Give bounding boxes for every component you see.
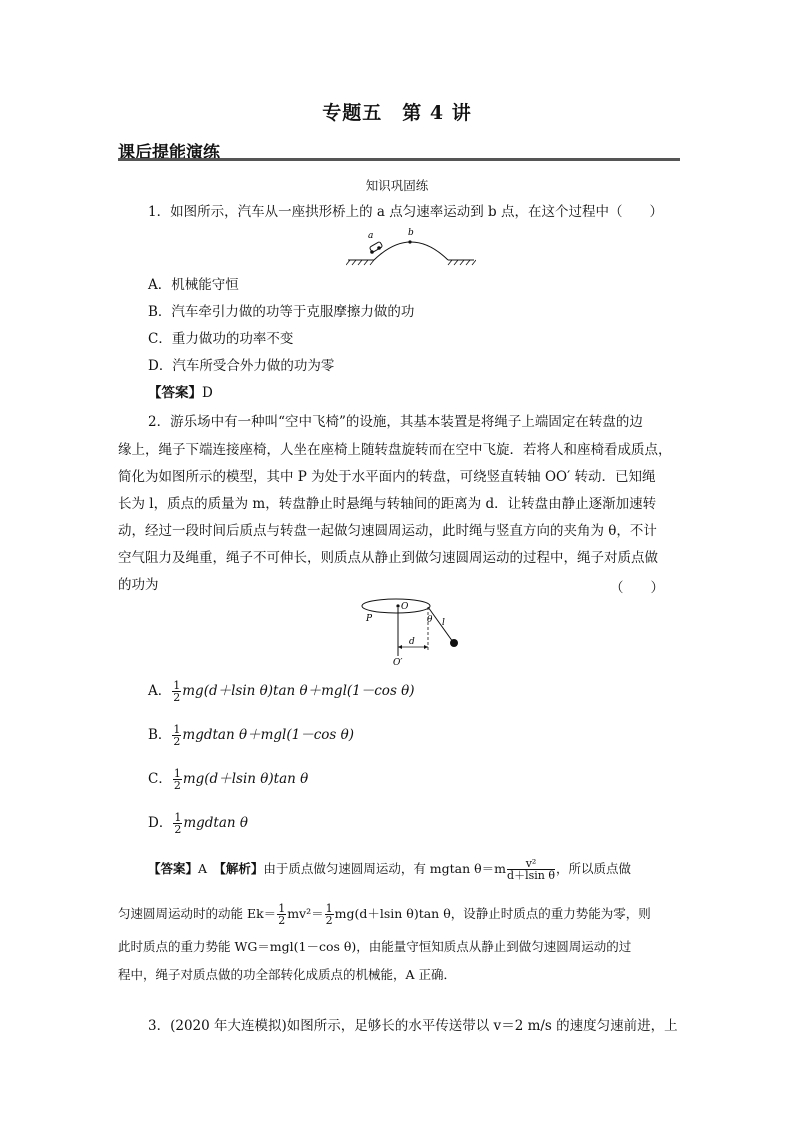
q2-option-a: A． $\frac{1}{2}$ mg(d＋lsin θ)tan θ＋mgl(1－cos θ)	[148, 679, 415, 704]
q2-line-2: 缘上，绳子下端连接座椅，人坐在座椅上随转盘旋转而在空中飞旋．若将人和座椅看成质点，	[118, 442, 672, 458]
fraction-half: $\frac{1}{2}$	[174, 811, 182, 836]
q2-analysis-line-2: 匀速圆周运动时的动能 Ek＝ $\frac{1}{2}$ mv²＝ $\frac{1}{2}$ mg(d＋lsin θ)tan θ，设静止时质点的重力势能为零，则	[118, 902, 651, 927]
fraction-half: $\frac{1}{2}$	[173, 723, 181, 748]
q2-swing-figure	[360, 596, 470, 668]
q2-line-3: 简化为如图所示的模型，其中 P 为处于水平面内的转盘，可绕竖直转轴 OO′ 转动．已知绳	[118, 469, 656, 485]
q2-option-d: D． $\frac{1}{2}$ mgdtan θ	[148, 811, 249, 836]
q1-stem: 1．如图所示，汽车从一座拱形桥上的 a 点匀速率运动到 b 点，在这个过程中（ ）	[148, 204, 663, 220]
q2-option-c: C． $\frac{1}{2}$ mg(d＋lsin θ)tan θ	[148, 767, 309, 792]
q2-line-5: 动，经过一段时间后质点与转盘一起做匀速圆周运动，此时绳与竖直方向的夹角为 θ，不计	[118, 523, 657, 539]
q3-stem: 3．(2020 年大连模拟)如图所示，足够长的水平传送带以 v＝2 m/s 的速度匀速前进，上	[148, 1018, 678, 1034]
q2-answer-paren: （ ）	[610, 580, 664, 596]
label-O: O	[401, 602, 409, 612]
answer-tag: 【答案】	[148, 385, 202, 401]
fraction-half: $\frac{1}{2}$	[173, 679, 181, 704]
q2-line-4: 长为 l，质点的质量为 m，转盘静止时悬绳与转轴间的距离为 d．让转盘由静止逐渐加速转	[118, 496, 657, 512]
q2-option-b: B． $\frac{1}{2}$ mgdtan θ＋mgl(1－cos θ)	[148, 723, 355, 748]
section-heading: 课后提能演练	[118, 143, 220, 163]
q2-analysis-line-3: 此时质点的重力势能 WG＝mgl(1－cos θ)，由能量守恒知质点从静止到做匀速圆周运动的过	[118, 939, 632, 954]
q1-option-b: B．汽车牵引力做的功等于克服摩擦力做的功	[148, 304, 415, 320]
answer-value: D	[202, 385, 213, 401]
heading-rule	[118, 158, 680, 161]
fraction-half: $\frac{1}{2}$	[173, 767, 181, 792]
q2-line-7: 的功为	[118, 577, 159, 593]
q1-answer	[148, 381, 213, 401]
subsection-heading: 知识巩固练	[365, 178, 429, 193]
q1-option-a: A．机械能守恒	[148, 277, 239, 293]
label-l: l	[442, 618, 445, 628]
q2-line-1: 2．游乐场中有一种叫“空中飞椅”的设施，其基本装置是将绳子上端固定在转盘的边	[148, 414, 643, 430]
label-d: d	[409, 637, 415, 647]
q1-bridge-figure	[346, 226, 476, 268]
point-b-label: b	[408, 228, 414, 238]
point-a-label: a	[368, 231, 374, 241]
q1-option-c: C．重力做功的功率不变	[148, 331, 294, 347]
q2-line-6: 空气阻力及绳重，绳子不可伸长，则质点从静止到做匀速圆周运动的过程中，绳子对质点做	[118, 550, 658, 566]
q1-option-d: D．汽车所受合外力做的功为零	[148, 358, 335, 374]
label-O-prime: O′	[393, 658, 403, 668]
label-P: P	[366, 614, 373, 624]
label-theta: θ	[427, 615, 433, 625]
q2-analysis-line-4: 程中，绳子对质点做的功全部转化成质点的机械能，A 正确．	[118, 967, 457, 982]
page-title: 专题五 第 4 讲	[322, 102, 472, 124]
q2-analysis-line-1: 【答案】A 【解析】由于质点做匀速圆周运动，有 mgtan θ＝m $\frac{\text{v²}}{\text{d＋lsin θ}}$ ，所以质点做	[148, 857, 631, 882]
car-icon	[369, 241, 382, 253]
